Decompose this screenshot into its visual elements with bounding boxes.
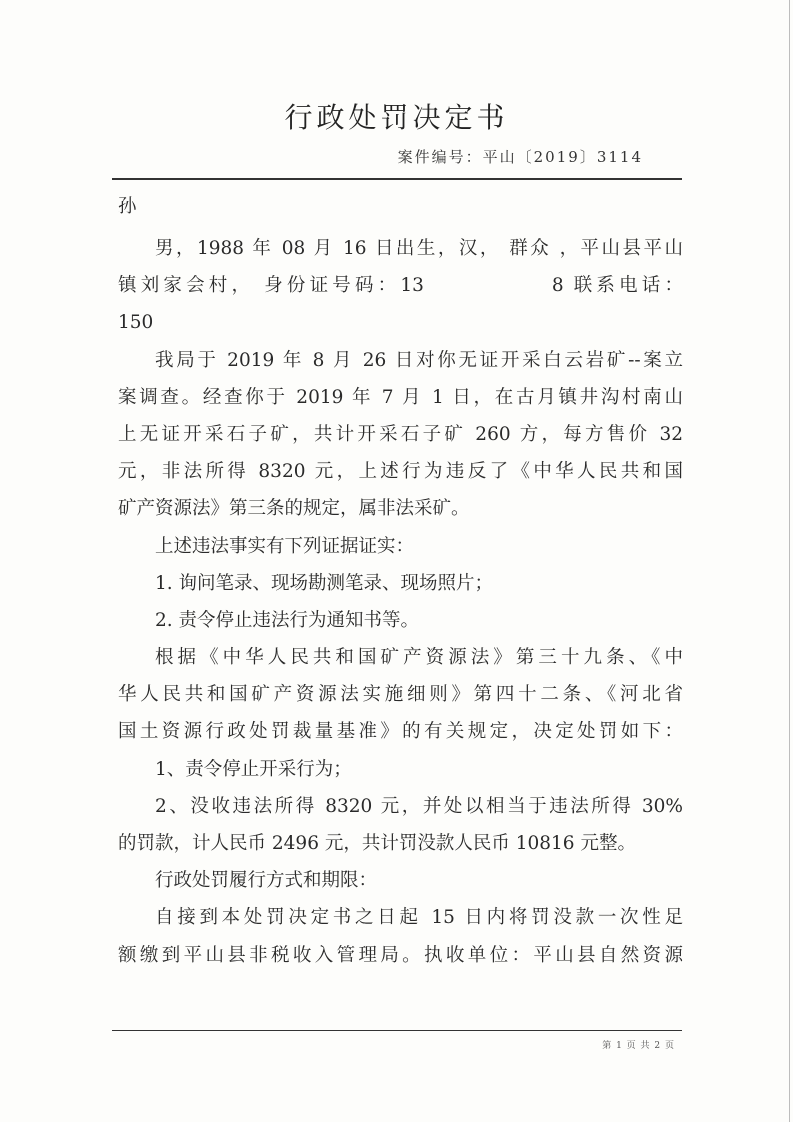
party-info-line: 男，1988 年 08 月 16 日出生，汉， 群众 ，平山县平山	[155, 238, 683, 259]
footer-divider	[112, 1030, 682, 1031]
basis-line: 根据《中华人民共和国矿产资源法》第三十九条、《中	[155, 647, 683, 669]
penalty-item: 2、没收违法所得 8320 元，并处以相当于违法所得 30%	[155, 795, 683, 817]
method-line: 自接到本处罚决定书之日起 15 日内将罚没款一次性足	[155, 907, 683, 929]
party-info-line	[118, 267, 683, 304]
penalty-item: 1、责令停止开采行为；	[155, 758, 352, 780]
party-phone: 150	[118, 312, 154, 334]
header-divider	[112, 178, 682, 180]
phone-label: 8 联系电话：	[551, 275, 683, 297]
case-number: 案件编号：平山〔2019〕3114	[397, 148, 643, 166]
scan-edge-line	[789, 0, 790, 1122]
facts-line: 案调查。经查你于 2019 年 7 月 1 日，在古月镇井沟村南山	[118, 386, 683, 408]
party-name: 孙	[118, 196, 137, 217]
method-line: 额缴到平山县非税收入管理局。执收单位：平山县自然资源	[118, 944, 683, 966]
facts-line: 我局于 2019 年 8 月 26 日对你无证开采白云岩矿--案立	[155, 349, 683, 371]
facts-line: 元，非法所得 8320 元，上述行为违反了《中华人民共和国	[118, 461, 683, 483]
id-number-label: 镇刘家会村， 身份证号码：13	[118, 275, 424, 297]
evidence-intro: 上述违法事实有下列证据证实：	[155, 535, 415, 557]
method-intro: 行政处罚履行方式和期限：	[155, 870, 378, 892]
facts-line: 矿产资源法》第三条的规定，属非法采矿。	[118, 498, 470, 520]
basis-line: 华人民共和国矿产资源法实施细则》第四十二条、《河北省	[118, 684, 683, 706]
penalty-item: 的罚款，计人民币 2496 元，共计罚没款人民币 10816 元整。	[118, 833, 636, 854]
evidence-item: 2. 责令停止违法行为通知书等。	[155, 609, 420, 631]
page-number: 第 1 页 共 2 页	[602, 1041, 675, 1051]
document-title: 行政处罚决定书	[284, 101, 509, 134]
document-body	[118, 190, 683, 974]
evidence-item: 1. 询问笔录、现场勘测笔录、现场照片；	[155, 572, 494, 594]
facts-line: 上无证开采石子矿，共计开采石子矿 260 方，每方售价 32	[118, 423, 683, 445]
basis-line: 国土资源行政处罚裁量基准》的有关规定，决定处罚如下：	[118, 721, 683, 743]
